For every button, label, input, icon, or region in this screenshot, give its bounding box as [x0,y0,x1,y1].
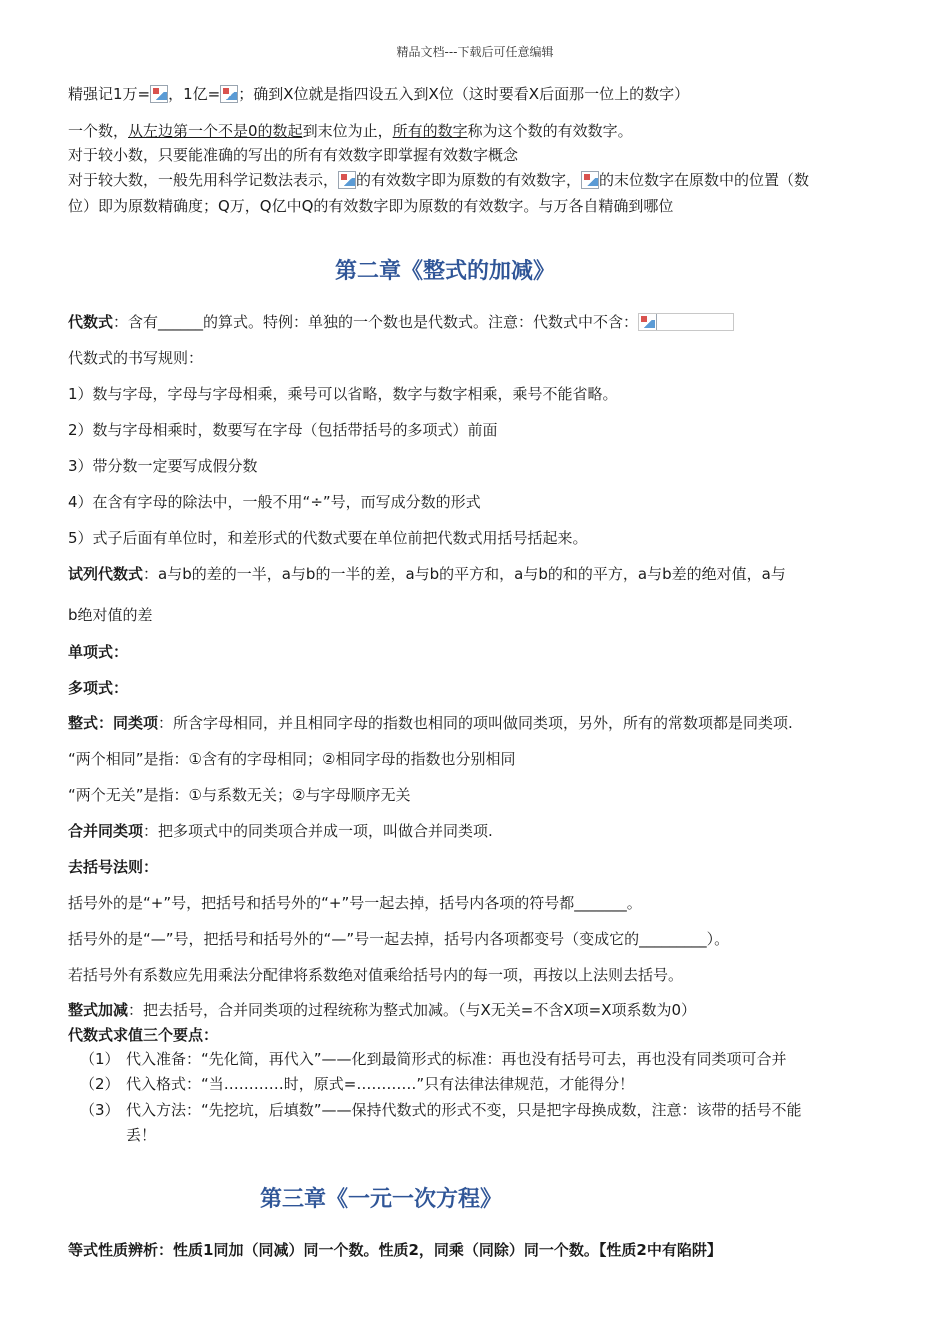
page-header: 精品文档---下载后可任意编辑 [396,45,554,59]
rule-1: 1）数与字母，字母与字母相乘，乘号可以省略，数字与数字相乘，乘号不能省略。 [68,385,618,403]
eval-item-3 [80,1100,802,1120]
formula-image-box [638,313,734,331]
text: 称为这个数的有效数字。 [467,122,633,140]
text: 代入方法：“先挖坑，后填数”——保持代数式的形式不变，只是把字母换成数，注意：该带的括号不能 [126,1101,802,1119]
rule-3: 3）带分数一定要写成假分数 [68,457,258,475]
underlined-text: 所有的数字 [392,122,468,140]
bold-label: 整式加减 [68,1001,129,1019]
eval-item-3-cont: 丢！ [126,1126,157,1144]
item-number: （3） [80,1101,120,1119]
formula-image-icon [220,85,238,103]
text: 精强记1万= [68,85,151,103]
merge-line [68,821,493,841]
text: 对于较大数，一般先用科学记数法表示， [68,171,339,189]
intro-line-2 [68,121,633,141]
text: 的有效数字即为原数的有效数字， [356,171,582,189]
bold-label: 代数式 [68,313,114,331]
text: ：含有______的算式。特例：单独的一个数也是代数式。注意：代数式中不含： [113,313,639,331]
formula-image-icon [150,85,168,103]
underlined-text: 从左边第一个不是0的数起 [128,122,303,140]
item-number: （1） [80,1050,120,1068]
like-terms-line [68,713,793,733]
rule-4: 4）在含有字母的除法中，一般不用“÷”号，而写成分数的形式 [68,493,481,511]
chapter-2-title: 第二章《整式的加减》 [335,258,556,284]
two-none-line: “两个无关”是指：①与系数无关；②与字母顺序无关 [68,786,411,804]
item-number: （2） [80,1075,120,1093]
rules-title: 代数式的书写规则： [68,349,204,367]
text: 的末位数字在原数中的位置（数 [599,171,810,189]
bracket-rules-title: 去括号法则： [68,858,159,876]
eval-item-1 [80,1049,787,1069]
monomial-label: 单项式： [68,643,129,661]
rule-5: 5）式子后面有单位时，和差形式的代数式要在单位前把代数式用括号括起来。 [68,529,588,547]
intro-line-3: 对于较小数，只要能准确的写出的所有有效数字即掌握有效数字概念 [68,146,519,164]
text: ；确到X位就是指四设五入到X位（这时要看X后面那一位上的数字） [238,85,690,103]
polynomial-label: 多项式： [68,679,129,697]
text: 到末位为止， [302,122,393,140]
bold-label: 合并同类项 [68,822,144,840]
formula-image-icon [581,171,599,189]
intro-line-1 [68,84,689,104]
text: ：把多项式中的同类项合并成一项，叫做合并同类项. [143,822,493,840]
formula-image-icon [338,171,356,189]
text: ，1亿= [168,85,221,103]
text: 代入格式：“当…………时，原式=…………”只有法律法律规范，才能得分！ [126,1075,635,1093]
intro-line-5: 位）即为原数精确度；Q万，Q亿中Q的有效数字即为原数的有效数字。与万各自精确到哪位 [68,197,674,215]
rule-2: 2）数与字母相乘时，数要写在字母（包括带括号的多项式）前面 [68,421,498,439]
chapter-3-title: 第三章《一元一次方程》 [260,1186,503,1212]
equation-property-line: 等式性质辨析：性质1同加（同减）同一个数。性质2，同乘（同除）同一个数。【性质2中有陷阱】 [68,1241,722,1259]
text: 一个数， [68,122,129,140]
two-same-line: “两个相同”是指：①含有的字母相同；②相同字母的指数也分别相同 [68,750,516,768]
bold-label: 整式：同类项 [68,714,159,732]
text: ：所含字母相同，并且相同字母的指数也相同的项叫做同类项，另外，所有的常数项都是同类项. [158,714,793,732]
eval-item-2 [80,1074,634,1094]
bracket-rule-1: 括号外的是“+”号，把括号和括号外的“+”号一起去掉，括号内各项的符号都_______。 [68,894,642,912]
try-line-2: b绝对值的差 [68,606,153,624]
try-line-1 [68,564,786,584]
intro-line-4 [68,170,809,190]
add-sub-line [68,1000,696,1020]
bracket-rule-3: 若括号外有系数应先用乘法分配律将系数绝对值乘给括号内的每一项，再按以上法则去括号。 [68,966,684,984]
text: 代入准备：“先化简，再代入”——化到最简形式的标准：再也没有括号可去，再也没有同类项可合并 [126,1050,787,1068]
bold-label: 试列代数式 [68,565,144,583]
def-line [68,312,734,332]
eval-title: 代数式求值三个要点： [68,1026,219,1044]
bracket-rule-2: 括号外的是“—”号，把括号和括号外的“—”号一起去掉，括号内各项都变号（变成它的_________）。 [68,930,730,948]
formula-image-icon [639,314,657,330]
text: ：a与b的差的一半，a与b的一半的差，a与b的平方和，a与b的和的平方，a与b差的绝对值，a与 [143,565,786,583]
text: ：把去括号，合并同类项的过程统称为整式加减。（与X无关=不含X项=X项系数为0） [128,1001,697,1019]
